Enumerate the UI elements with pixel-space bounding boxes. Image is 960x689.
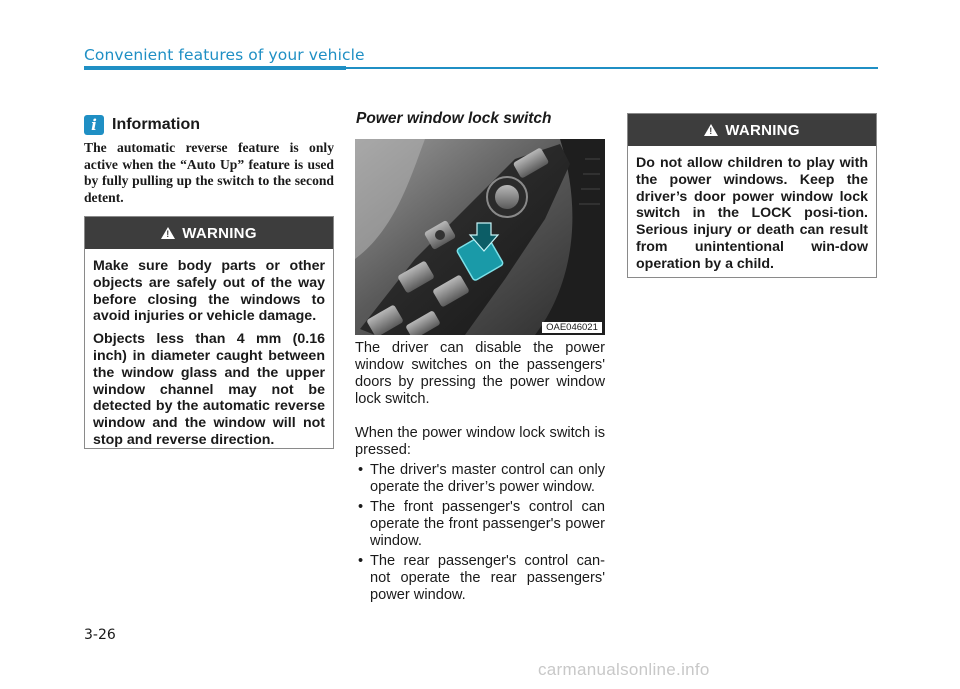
warning-triangle-icon (161, 227, 175, 239)
power-window-lock-title: Power window lock switch (356, 110, 552, 127)
page-number: 3-26 (84, 627, 116, 643)
warning-paragraph: Make sure body parts or other objects are safely out of the way before closing the windows to avoid injuries or vehicle damage. (93, 258, 325, 325)
section-title: Convenient features of your vehicle (84, 46, 365, 64)
information-title: Information (112, 116, 200, 133)
info-icon: i (84, 115, 104, 135)
lock-switch-description (355, 340, 605, 604)
image-code: OAE046021 (542, 322, 602, 333)
warning-box-right (627, 113, 877, 278)
warning-body (628, 146, 876, 287)
description-paragraph: When the power window lock switch is pressed: (355, 425, 605, 458)
warning-header (85, 217, 333, 249)
header-bar (84, 66, 346, 70)
warning-header (628, 114, 876, 146)
list-item: • The driver's master control can only operate the driver’s power window. (355, 462, 605, 496)
warning-title: WARNING (725, 121, 800, 139)
warning-triangle-icon (704, 124, 718, 136)
warning-box-left (84, 216, 334, 449)
information-heading (84, 114, 200, 136)
list-item: • The rear passenger's control can-not operate the rear passengers' power window. (355, 553, 605, 604)
header-rule (346, 67, 878, 69)
warning-paragraph: Objects less than 4 mm (0.16 inch) in diameter caught between the window glass and the upper window channel may not be detected by the automatic reverse window and the window will not stop and reverse direction. (93, 331, 325, 448)
list-item: • The front passenger's control can operate the front passenger's power window. (355, 499, 605, 550)
effects-list (355, 462, 605, 604)
door-switch-photo (355, 139, 605, 335)
watermark: carmanualsonline.info (538, 660, 710, 679)
information-text: The automatic reverse feature is only active when the “Auto Up” feature is used by fully pulling up the switch to the second detent. (84, 140, 334, 205)
warning-paragraph: Do not allow children to play with the power windows. Keep the driver’s door power window lock switch in the LOCK posi-tion. Serious injury or death can result from unintentional win-dow operation by a child. (636, 155, 868, 272)
warning-title: WARNING (182, 224, 257, 242)
description-paragraph: The driver can disable the power window switches on the passengers' doors by pressing the power window lock switch. (355, 340, 605, 407)
warning-body (85, 249, 333, 463)
